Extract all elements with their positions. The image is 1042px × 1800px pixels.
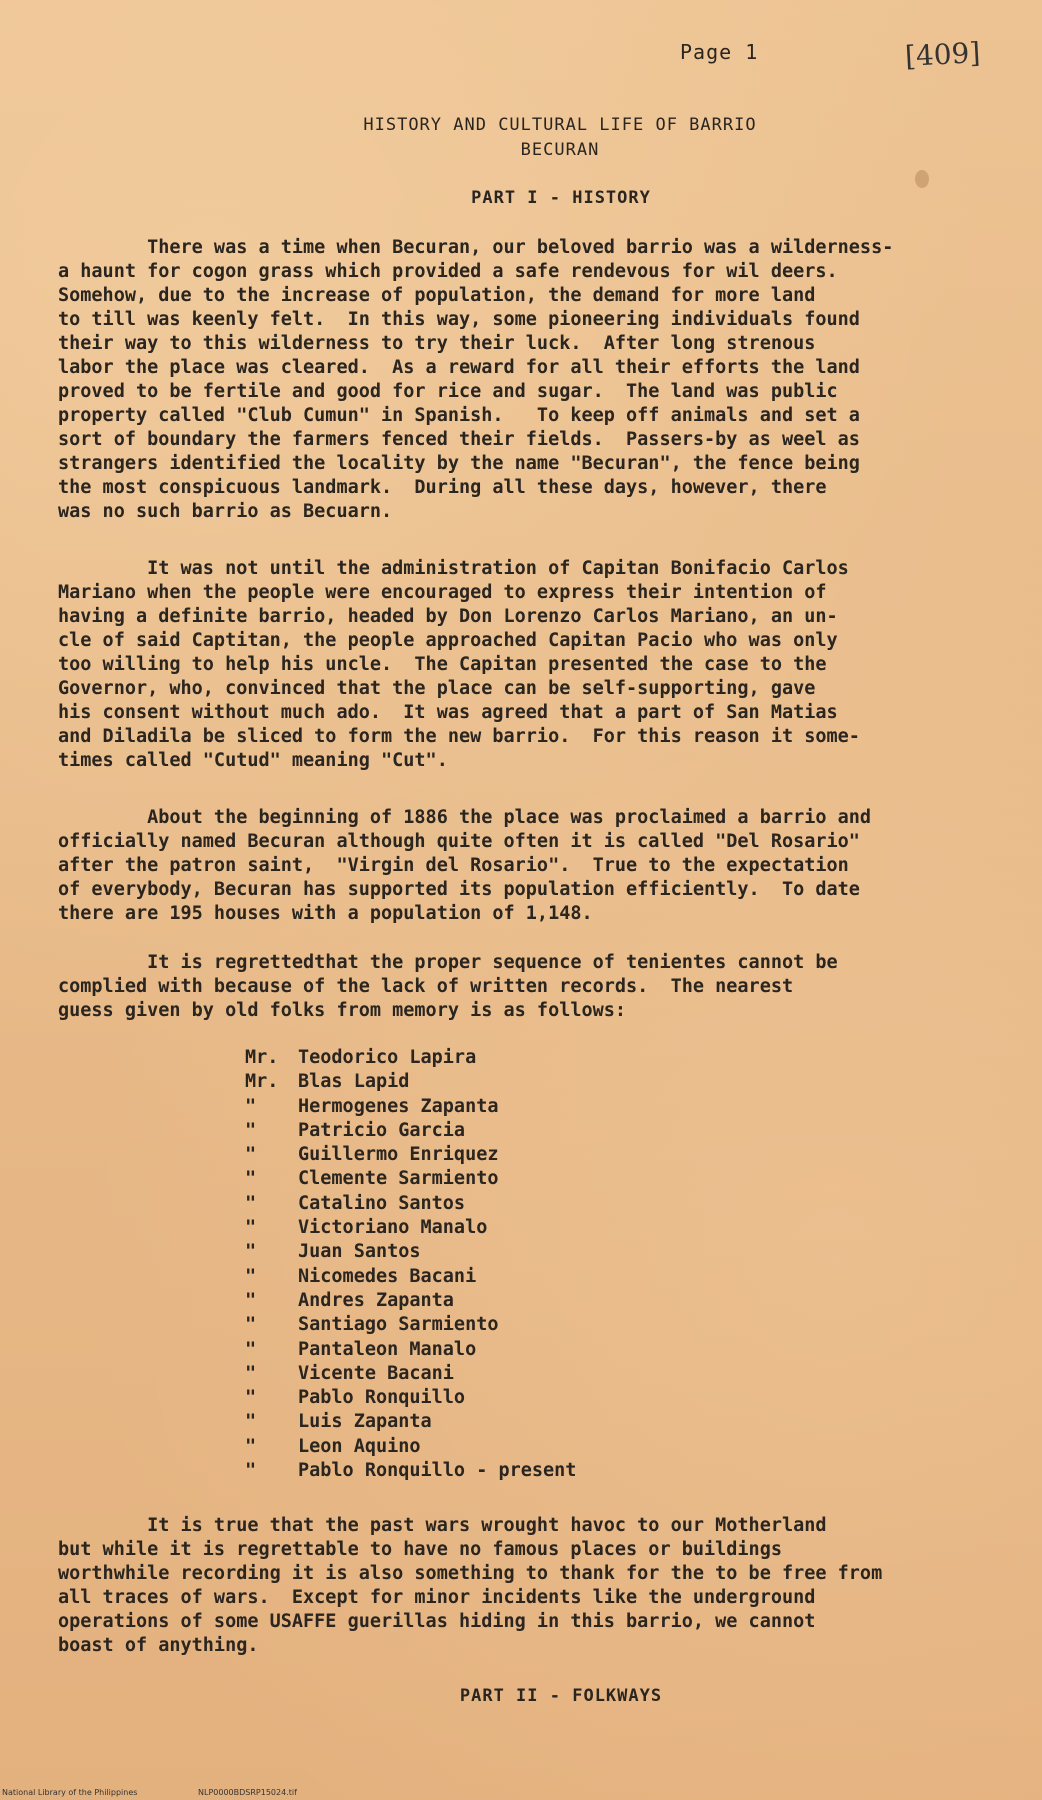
list-item-name: Clemente Sarmiento xyxy=(298,1168,499,1190)
document-subtitle: BECURAN xyxy=(520,140,600,160)
list-item-prefix: " xyxy=(245,1289,257,1311)
list-item xyxy=(245,1216,576,1240)
list-item-prefix: " xyxy=(245,1119,257,1141)
page-number: Page 1 xyxy=(680,40,759,64)
list-item-prefix: " xyxy=(245,1460,257,1482)
list-item-prefix: Mr. xyxy=(245,1047,279,1068)
list-item-prefix: " xyxy=(245,1314,257,1336)
paragraph-1: There was a time when Becuran, our beloved barrio was a wilderness- a haunt for cogon grass which provided a safe rendevous for wil deers. Somehow, due to the increase of population, the demand for more land to till was keenly felt. In this way, some pioneering individuals found their way to this wilderness to try their luck. After long strenous labor the place was cleared. As a reward for all their efforts the land proved to be fertile and good for rice and sugar. The land was public property called "Club Cumun" in Spanish. To keep off animals and set a sort of boundary the farmers fenced their fields. Passers-by as weel as strangers identified the locality by the name "Becuran", the fence being the most conspicuous landmark. During all these days, however, there was no such barrio as Becuarn. xyxy=(58,237,894,522)
list-item-name: Victoriano Manalo xyxy=(298,1217,488,1239)
list-item-prefix: " xyxy=(245,1217,257,1239)
list-item-name: Hermogenes Zapanta xyxy=(298,1095,499,1117)
list-item-name: Pantaleon Manalo xyxy=(298,1338,477,1360)
paragraph-3: About the beginning of 1886 the place was proclaimed a barrio and officially named Becuran although quite often it is called "Del Rosario" after the patron saint, "Virgin del Rosario". True to the expectation of everybody, Becuran has supported its population efficiently. To date there are 195 houses with a population of 1,148. xyxy=(58,807,872,924)
list-item-prefix: " xyxy=(245,1168,257,1190)
list-item-name: Vicente Bacani xyxy=(298,1362,454,1384)
list-item xyxy=(245,1338,576,1362)
list-item-name: Pablo Ronquillo - present xyxy=(298,1460,577,1482)
list-item-name: Pablo Ronquillo xyxy=(298,1387,466,1409)
list-item-prefix: " xyxy=(245,1192,257,1214)
list-item xyxy=(245,1313,576,1337)
list-item xyxy=(245,1143,576,1167)
list-item xyxy=(245,1240,576,1264)
paragraph-4: It is regrettedthat the proper sequence of tenientes cannot be complied with because of the lack of written records. The nearest guess given by old folks from memory is as follows: xyxy=(58,952,838,1021)
list-item-name: Luis Zapanta xyxy=(298,1411,432,1433)
footer-library: National Library of the Philippines xyxy=(2,1788,138,1797)
list-item-prefix: " xyxy=(245,1144,257,1166)
list-item-prefix: " xyxy=(245,1338,257,1360)
list-item xyxy=(245,1119,576,1143)
list-item-name: Teodorico Lapira xyxy=(298,1047,477,1068)
list-item xyxy=(245,1362,576,1386)
list-item-prefix: " xyxy=(245,1387,257,1409)
part-two-heading: PART II - FOLKWAYS xyxy=(459,1686,663,1706)
list-item xyxy=(245,1095,576,1119)
list-item-prefix: " xyxy=(245,1411,257,1433)
paragraph-2: It was not until the administration of Capitan Bonifacio Carlos Mariano when the people were encouraged to express their intention of having a definite barrio, headed by Don Lorenzo Carlos Mariano, an un- cle of said Captitan, the people approached Capitan Pacio who was only too willing to help his uncle. The Capitan presented the case to the Governor, who, convinced that the place can be self-supporting, gave his consent without much ado. It was agreed that a part of San Matias and Diladila be sliced to form the new barrio. For this reason it some- times called "Cutud" meaning "Cut". xyxy=(58,558,860,771)
list-item-prefix: " xyxy=(245,1362,257,1384)
list-item-name: Santiago Sarmiento xyxy=(298,1314,499,1336)
list-item-name: Nicomedes Bacani xyxy=(298,1265,477,1287)
list-item-name: Patricio Garcia xyxy=(298,1119,466,1141)
list-item-name: Blas Lapid xyxy=(298,1071,410,1093)
list-item xyxy=(245,1289,576,1313)
stain-mark xyxy=(915,170,929,188)
footer-file-id: NLP0000BDSRP15024.tif xyxy=(198,1788,297,1797)
list-item xyxy=(245,1167,576,1191)
tenientes-list xyxy=(245,1046,576,1483)
list-item xyxy=(245,1435,576,1459)
list-item-prefix: Mr. xyxy=(245,1071,279,1093)
list-item xyxy=(245,1459,576,1483)
list-item-name: Guillermo Enriquez xyxy=(298,1144,499,1166)
list-item xyxy=(245,1265,576,1289)
list-item xyxy=(245,1046,576,1070)
list-item-name: Andres Zapanta xyxy=(298,1289,454,1311)
list-item xyxy=(245,1070,576,1094)
list-item xyxy=(245,1192,576,1216)
list-item xyxy=(245,1410,576,1434)
list-item-prefix: " xyxy=(245,1265,257,1287)
part-one-heading: PART I - HISTORY xyxy=(471,188,651,208)
list-item-name: Leon Aquino xyxy=(298,1435,421,1457)
list-item xyxy=(245,1386,576,1410)
list-item-name: Juan Santos xyxy=(298,1241,421,1263)
list-item-prefix: " xyxy=(245,1095,257,1117)
paragraph-5: It is true that the past wars wrought havoc to our Motherland but while it is regrettable to have no famous places or buildings worthwhile recording it is also something to thank for the to be free from all traces of wars. Except for minor incidents like the underground operations of some USAFFE guerillas hiding in this barrio, we cannot boast of anything. xyxy=(58,1515,883,1656)
list-item-name: Catalino Santos xyxy=(298,1192,466,1214)
document-title: HISTORY AND CULTURAL LIFE OF BARRIO xyxy=(363,115,757,135)
list-item-prefix: " xyxy=(245,1435,257,1457)
list-item-prefix: " xyxy=(245,1241,257,1263)
reference-number: [409] xyxy=(904,36,982,73)
